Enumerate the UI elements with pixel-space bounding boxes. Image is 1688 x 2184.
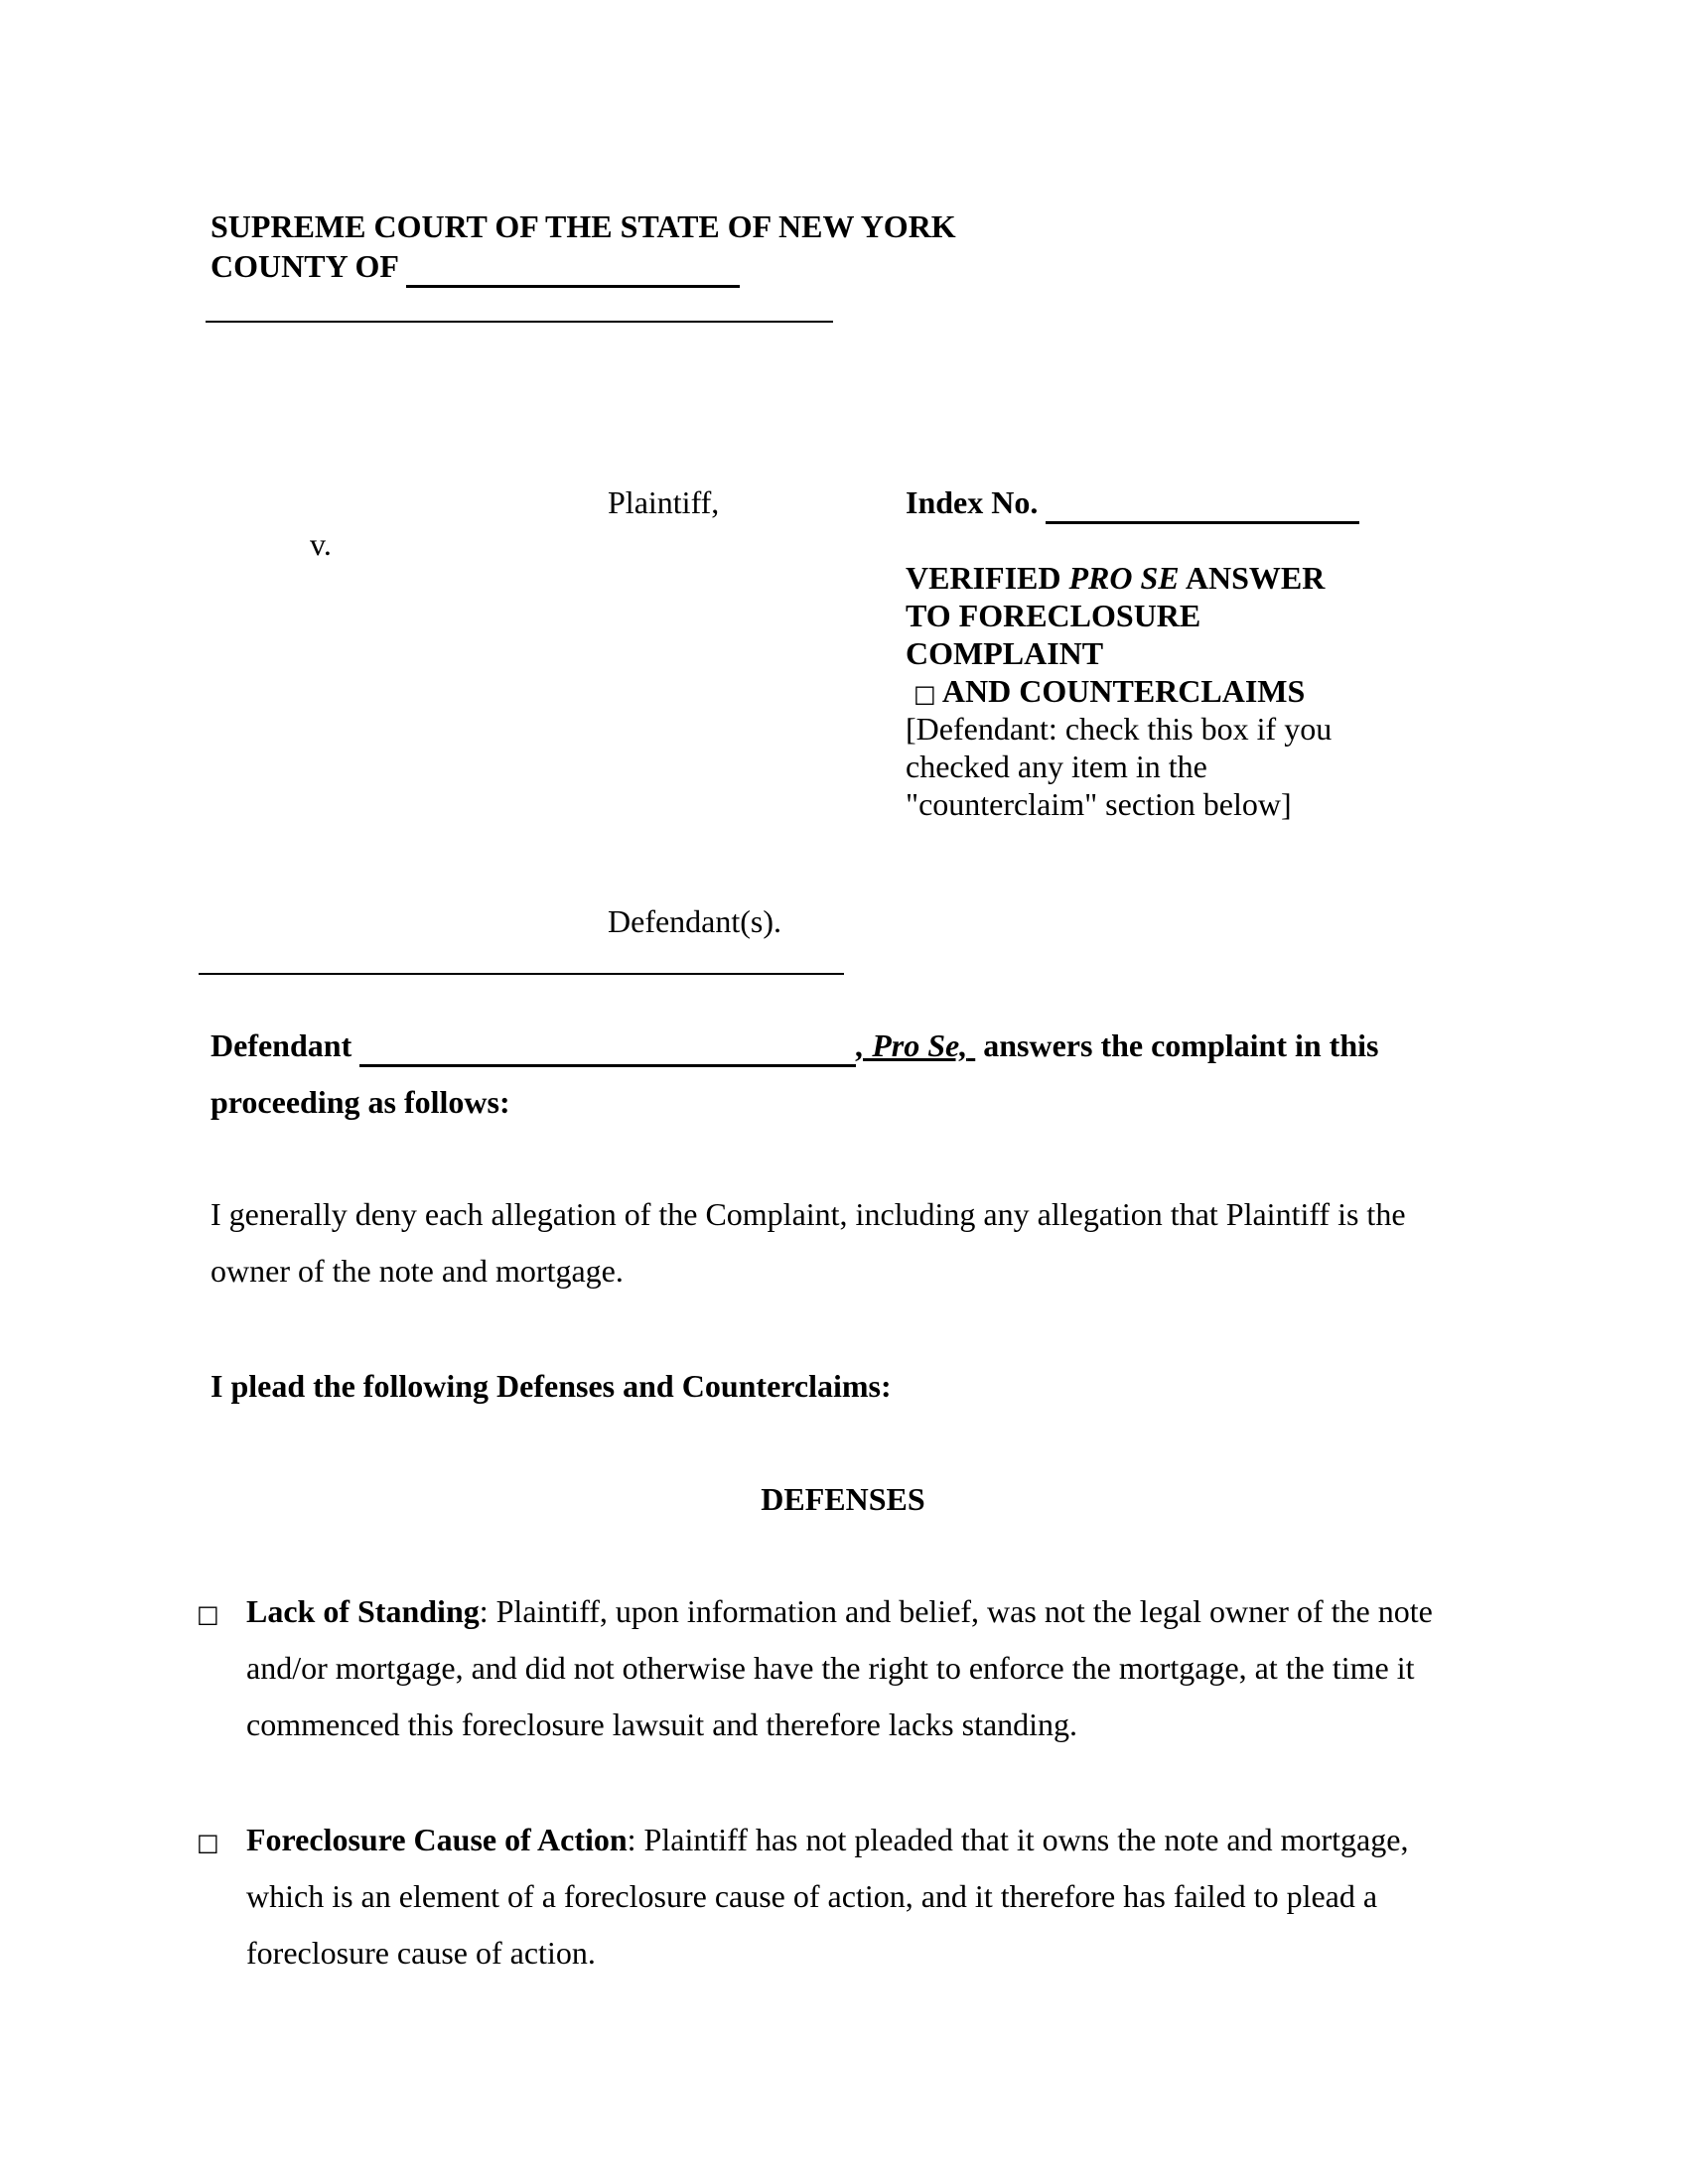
county-line (211, 248, 740, 288)
index-number-blank[interactable] (1046, 484, 1359, 524)
instruction-line1: [Defendant: check this box if you (906, 711, 1333, 747)
versus-label: v. (310, 526, 332, 562)
document-title-line3: COMPLAINT (906, 635, 1104, 671)
caption-bottom-rule (199, 973, 844, 975)
instruction-line3: "counterclaim" section below] (906, 786, 1292, 822)
intro-line2: proceeding as follows: (211, 1084, 510, 1120)
defense-text: : Plaintiff, upon information and belief, was not the legal owner of the note and/or mortgage, and did not otherwise have the right to enforce the mortgage, at the time it commenced this foreclosure lawsuit and therefore lacks standing. (246, 1593, 1433, 1742)
counterclaims-checkbox[interactable]: □ (914, 680, 936, 708)
defense-item-standing (246, 1583, 1468, 1753)
title-pro-se: PRO SE (1068, 560, 1180, 596)
index-line (906, 484, 1359, 524)
defense-title: Lack of Standing (246, 1593, 480, 1629)
defendant-label: Defendant(s). (608, 903, 782, 939)
intro-line1 (211, 1027, 1378, 1067)
intro-defendant-label: Defendant (211, 1027, 352, 1063)
county-blank[interactable] (406, 248, 740, 288)
intro-pro-se: , Pro Se, (856, 1027, 968, 1063)
instruction-line2: checked any item in the (906, 749, 1207, 784)
defense-checkbox-standing[interactable]: □ (197, 1600, 219, 1628)
defense-text: : Plaintiff has not pleaded that it owns the note and mortgage, which is an element of a foreclosure cause of action, and it therefore has failed to plead a foreclosure cause of action. (246, 1822, 1409, 1971)
county-label: COUNTY OF (211, 248, 398, 284)
counterclaims-line (914, 673, 1305, 710)
index-label: Index No. (906, 484, 1039, 520)
defendant-name-blank[interactable] (359, 1027, 856, 1067)
defense-checkbox-cause-of-action[interactable]: □ (197, 1829, 219, 1856)
title-answer: ANSWER (1185, 560, 1326, 596)
court-name: SUPREME COURT OF THE STATE OF NEW YORK (211, 208, 956, 244)
caption-top-rule (206, 321, 833, 323)
plea-heading: I plead the following Defenses and Counterclaims: (211, 1368, 892, 1404)
plaintiff-label: Plaintiff, (608, 484, 720, 520)
document-title-line1 (906, 560, 1325, 597)
document-title-line2: TO FORECLOSURE (906, 598, 1201, 633)
defense-title: Foreclosure Cause of Action (246, 1822, 628, 1857)
defenses-heading: DEFENSES (761, 1481, 925, 1517)
defense-item-cause-of-action (246, 1812, 1468, 1981)
title-verified: VERIFIED (906, 560, 1061, 596)
general-denial: I generally deny each allegation of the Complaint, including any allegation that Plaintiff is the owner of the note and mortgage. (211, 1196, 1406, 1289)
intro-answers-text: answers the complaint in this (983, 1027, 1379, 1063)
counterclaims-label: AND COUNTERCLAIMS (941, 673, 1306, 709)
